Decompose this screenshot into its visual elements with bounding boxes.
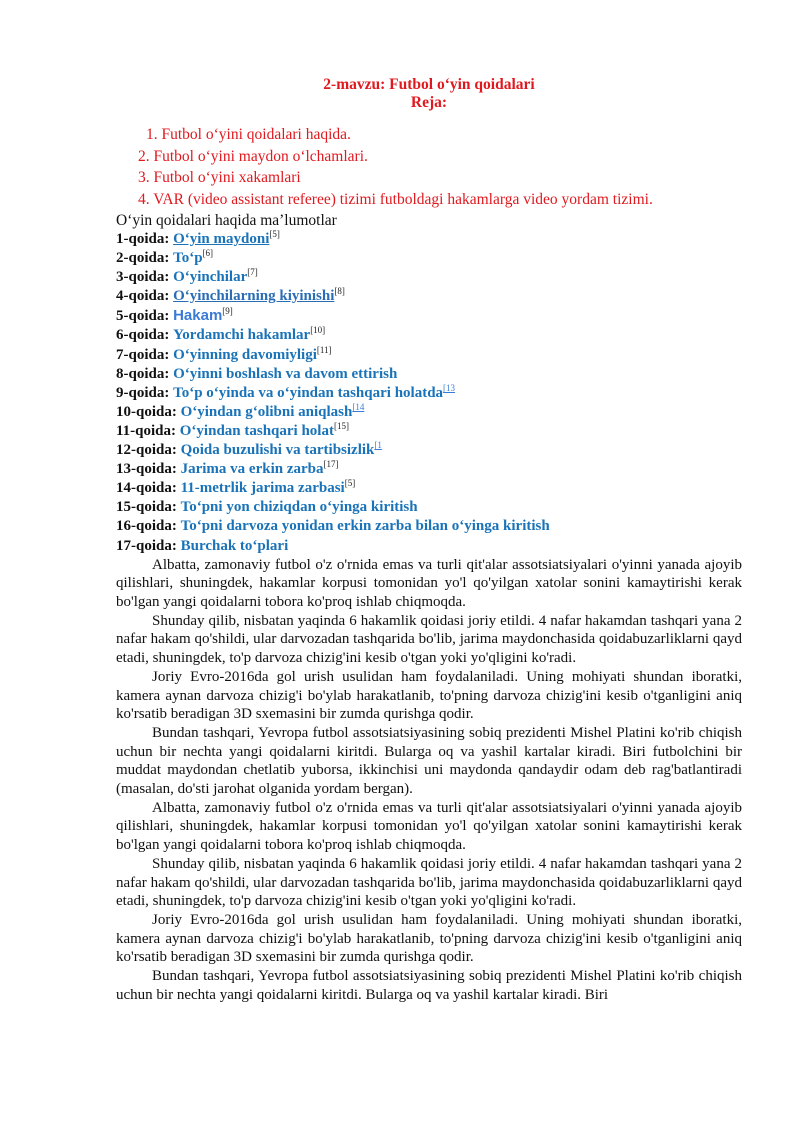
rule-ref: [5]	[344, 478, 356, 489]
paragraph: Shunday qilib, nisbatan yaqinda 6 hakamlik qoidasi joriy etildi. 4 nafar hakamdan tashqari yana 2 nafar hakam qo'shildi, ular darvozadan tashqarida bo'lib, jarima maydonchasida qoidabuzarliklarni qayd etadi, shuningdek, to'p darvoza chizig'ini kesib o'tgan yoki yo'qligini ko'radi.	[116, 612, 742, 667]
paragraph: Bundan tashqari, Yevropa futbol assotsiatsiyasining sobiq prezidenti Mishel Platini ko'rib chiqish uchun bir nechta yangi qoidalarni kiritdi. Bularga oq va yashil kartalar kiradi. Biri futbolchini bir muddat maydondan chetlatib yuborsa, ikkinchisi uni maydonda qandaydir odam deb rag'batlantiradi (masalan, do'sti jarohat olganida yordam bergan).	[116, 724, 742, 798]
rule-item	[116, 384, 742, 403]
rule-item	[116, 422, 742, 441]
rule-item	[116, 365, 742, 384]
rule-item	[116, 537, 742, 556]
document-content	[116, 76, 742, 1004]
rule-item	[116, 479, 742, 498]
paragraph: Joriy Evro-2016da gol urish usulidan ham foydalaniladi. Uning mohiyati shundan iboratki, kamera aynan darvoza chizig'i bo'ylab harakatlanib, to'pning darvoza chizig'ini kesib o'tganligini aniq ko'rsatib beradigan 3D sxemasini bir zumda qurishga qodir.	[116, 668, 742, 723]
rule-name-link[interactable]: O‘yinchilarning kiyinishi	[173, 288, 335, 305]
rule-item	[116, 306, 742, 326]
rule-number: 14-qoida:	[116, 480, 177, 497]
rule-ref: [15]	[333, 420, 349, 431]
rule-name: To‘pni yon chiziqdan o‘yinga kiritish	[180, 499, 418, 516]
rule-number: 11-qoida:	[116, 422, 177, 439]
rule-item	[116, 346, 742, 365]
rule-name: To‘p o‘yinda va o‘yindan tashqari holatda	[173, 384, 444, 401]
body-text	[116, 556, 742, 1005]
rule-item	[116, 249, 742, 268]
paragraph: Joriy Evro-2016da gol urish usulidan ham foydalaniladi. Uning mohiyati shundan iboratki, kamera aynan darvoza chizig'i bo'ylab harakatlanib, to'pning darvoza chizig'ini kesib o'tganligini aniq ko'rsatib beradigan 3D sxemasini bir zumda qurishga qodir.	[116, 911, 742, 966]
rule-name: 11-metrlik jarima zarbasi	[180, 480, 345, 497]
rule-ref-link[interactable]: [1	[374, 440, 382, 451]
rule-number: 9-qoida:	[116, 384, 170, 401]
plan-item: 3. Futbol o‘yini xakamlari	[138, 169, 301, 186]
rule-item	[116, 287, 742, 306]
rule-ref: [10]	[310, 325, 326, 336]
rule-number: 16-qoida:	[116, 518, 177, 535]
rule-item	[116, 517, 742, 536]
paragraph: Shunday qilib, nisbatan yaqinda 6 hakamlik qoidasi joriy etildi. 4 nafar hakamdan tashqari yana 2 nafar hakam qo'shildi, ular darvozadan tashqarida bo'lib, jarima maydonchasida qoidabuzarliklarni qayd etadi, shuningdek, to'p darvoza chizig'ini kesib o'tgan yoki yo'qligini ko'radi.	[116, 855, 742, 910]
rule-name-link[interactable]: O‘yin maydoni	[173, 231, 270, 247]
rule-number: 13-qoida:	[116, 461, 177, 478]
rule-name: Jarima va erkin zarba	[180, 461, 324, 478]
plan-item: 1. Futbol o‘yini qoidalari haqida.	[146, 126, 351, 143]
rule-number: 5-qoida:	[116, 308, 170, 325]
rule-number: 10-qoida:	[116, 403, 177, 420]
rule-name: Burchak to‘plari	[180, 537, 289, 554]
rule-item	[116, 326, 742, 345]
rule-name: O‘yinni boshlash va davom ettirish	[173, 365, 398, 382]
rule-number: 1-qoida:	[116, 231, 170, 247]
rule-number: 2-qoida:	[116, 250, 170, 267]
rule-number: 8-qoida:	[116, 365, 170, 382]
rule-number: 15-qoida:	[116, 499, 177, 516]
rule-item	[116, 460, 742, 479]
rule-item	[116, 498, 742, 517]
rule-item	[116, 441, 742, 460]
plan-item: 4. VAR (video assistant referee) tizimi futboldagi hakamlarga video yordam tizimi.	[138, 190, 653, 208]
rule-number: 12-qoida:	[116, 442, 177, 459]
rule-ref: [7]	[247, 267, 258, 278]
rule-item	[116, 230, 742, 249]
document-title: 2-mavzu: Futbol o‘yin qoidalari	[323, 76, 535, 93]
rule-number: 4-qoida:	[116, 288, 170, 305]
paragraph: Albatta, zamonaviy futbol o'z o'rnida emas va turli qit'alar assotsiatsiyalari o'yinni yanada ajoyib qilishlari, shuningdek, hakamlar korpusi tomonidan yo'l qo'yilgan xatolar sonini kamaytirishi kerak bo'lgan yangi qoidalarni tobora ko'proq ishlab chiqmoqda.	[116, 556, 742, 610]
rule-ref: [17]	[323, 459, 339, 470]
rules-list	[116, 230, 742, 556]
rule-name: Qoida buzulishi va tartibsizlik	[180, 442, 375, 459]
rule-ref: [11]	[316, 344, 332, 355]
rule-number: 3-qoida:	[116, 269, 170, 286]
rule-name: To‘p	[173, 250, 203, 267]
rule-number: 17-qoida:	[116, 537, 177, 554]
rule-ref-link[interactable]: [13	[443, 382, 456, 393]
rule-number: 7-qoida:	[116, 346, 170, 363]
plan-list	[116, 124, 742, 210]
rule-name: O‘yindan g‘olibni aniqlash	[180, 403, 353, 420]
rule-ref: [9]	[222, 306, 233, 317]
rule-name: Yordamchi hakamlar	[173, 327, 311, 344]
paragraph: Bundan tashqari, Yevropa futbol assotsiatsiyasining sobiq prezidenti Mishel Platini ko'rib chiqish uchun bir nechta yangi qoidalarni kiritdi. Bularga oq va yashil kartalar kiradi. Biri	[116, 968, 742, 1003]
document-subtitle: Reja:	[410, 94, 448, 111]
rule-ref: [5]	[269, 229, 280, 239]
rule-name: To‘pni darvoza yonidan erkin zarba bilan o‘yinga kiritish	[180, 518, 550, 535]
rule-name: Hakam	[173, 307, 223, 325]
rule-name: O‘yindan tashqari holat	[179, 422, 334, 439]
rules-intro: O‘yin qoidalari haqida ma’lumotlar	[116, 212, 337, 229]
paragraph: Albatta, zamonaviy futbol o'z o'rnida emas va turli qit'alar assotsiatsiyalari o'yinni yanada ajoyib qilishlari, shuningdek, hakamlar korpusi tomonidan yo'l qo'yilgan xatolar sonini kamaytirishi kerak bo'lgan yangi qoidalarni tobora ko'proq ishlab chiqmoqda.	[116, 799, 742, 854]
rule-number: 6-qoida:	[116, 327, 170, 344]
rule-ref: [8]	[334, 286, 345, 297]
rule-item	[116, 268, 742, 287]
rule-ref-link[interactable]: [14	[352, 401, 365, 412]
rule-item	[116, 403, 742, 422]
rule-name: O‘yinchilar	[173, 269, 248, 286]
rule-ref: [6]	[202, 248, 214, 259]
rule-name: O‘yinning davomiyligi	[173, 346, 317, 363]
plan-item: 2. Futbol o‘yini maydon o‘lchamlari.	[138, 147, 368, 165]
